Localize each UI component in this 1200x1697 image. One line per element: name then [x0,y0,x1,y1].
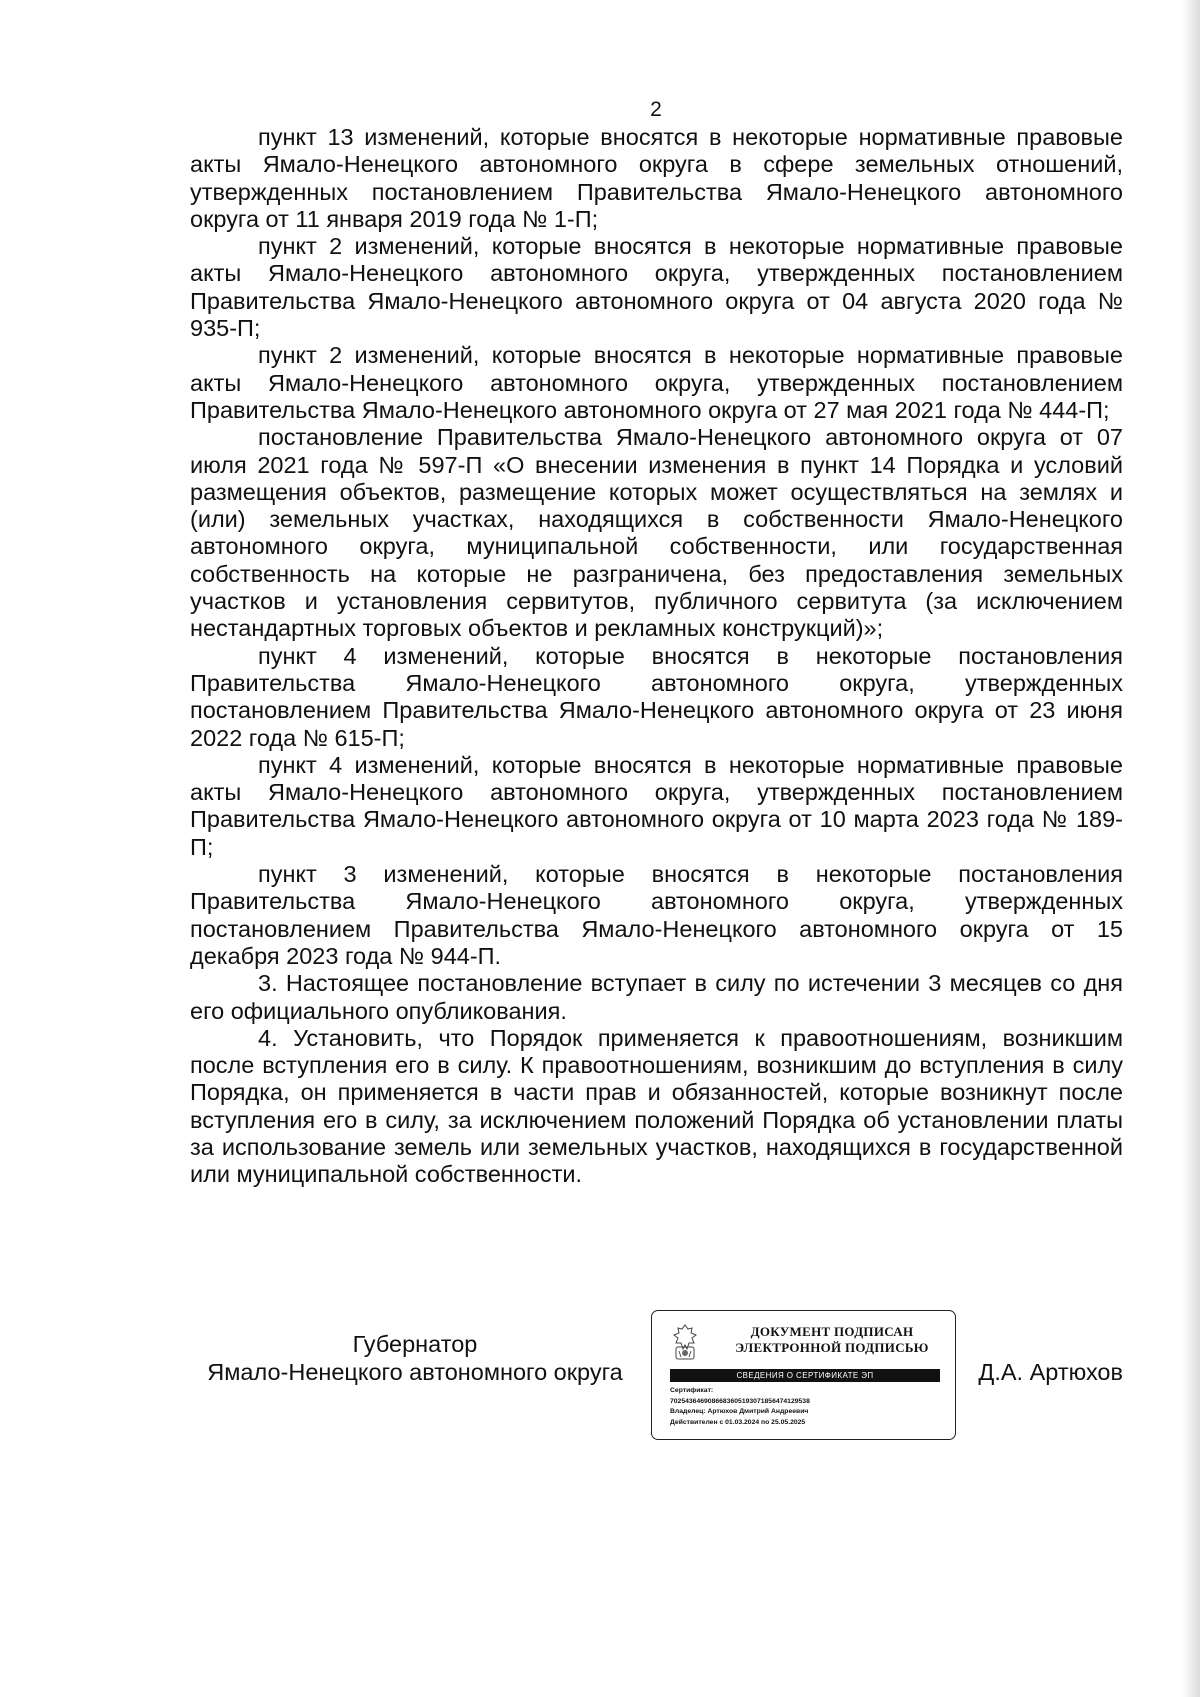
paragraph: пункт 2 изменений, которые вносятся в некоторые нормативные правовые акты Ямало-Ненецкого автономного округа, утвержденных постановлением Правительства Ямало-Ненецкого автономного округа от 27 мая 2021 года № 444-П; [190,342,1123,423]
certificate-validity: Действителен с 01.03.2024 по 25.05.2025 [670,1418,806,1426]
certificate-details [670,1386,945,1428]
certificate-number: 7025436469086683605193071856474129538 [670,1397,810,1405]
signatory-title-line1: Губернатор [352,1331,478,1357]
signatory-title-line2: Ямало-Ненецкого автономного округа [207,1359,623,1385]
coat-of-arms-icon [670,1323,700,1361]
paragraph: 3. Настоящее постановление вступает в силу по истечении 3 месяцев со дня его официального опубликования. [190,970,1123,1024]
document-body [190,124,1123,1189]
certificate-owner: Владелец: Артюхов Дмитрий Андреевич [670,1408,809,1415]
paragraph: постановление Правительства Ямало-Ненецкого автономного округа от 07 июля 2021 года № 597-П «О внесении изменения в пункт 14 Порядка и условий размещения объектов, размещение которых может осуществляться на землях и (или) земельных участках, находящихся в собственности Ямало-Ненецкого автономного округа, муниципальной собственности, или государственная собственность на которые не разграничена, без предоставления земельных участков и установления сервитутов, публичного сервитута (за исключением нестандартных торговых объектов и рекламных конструкций)»; [190,424,1123,642]
stamp-heading-line1: ДОКУМЕНТ ПОДПИСАН [750,1324,914,1339]
certificate-label: Сертификат: [670,1387,714,1394]
certificate-info-bar: СВЕДЕНИЯ О СЕРТИФИКАТЕ ЭП [670,1369,940,1382]
paragraph: пункт 13 изменений, которые вносятся в некоторые нормативные правовые акты Ямало-Ненецкого автономного округа в сфере земельных отношений, утвержденных постановлением Правительства Ямало-Ненецкого автономного округа от 11 января 2019 года № 1-П; [190,124,1123,232]
paragraph: пункт 3 изменений, которые вносятся в некоторые постановления Правительства Ямало-Ненецкого автономного округа, утвержденных постановлением Правительства Ямало-Ненецкого автономного округа от 15 декабря 2023 года № 944-П. [190,861,1123,969]
electronic-signature-stamp [651,1310,956,1440]
paragraph: пункт 4 изменений, которые вносятся в некоторые постановления Правительства Ямало-Ненецкого автономного округа, утвержденных постановлением Правительства Ямало-Ненецкого автономного округа от 23 июня 2022 года № 615-П; [190,642,1123,751]
stamp-heading-line2: ЭЛЕКТРОННОЙ ПОДПИСЬЮ [735,1340,929,1355]
paragraph: 4. Установить, что Порядок применяется к правоотношениям, возникшим после вступления его в силу. К правоотношениям, возникшим до вступления в силу Порядка, он применяется в части прав и обязанностей, которые возникнут после вступления его в силу, за исключением положений Порядка об установлении платы за использование земель или земельных участков, находящихся в государственной или муниципальной собственности. [190,1024,1123,1188]
signatory-name: Д.А. Артюхов [978,1359,1123,1385]
signatory-title [190,1330,640,1386]
signature-block [0,1310,1200,1450]
paragraph: пункт 4 изменений, которые вносятся в некоторые нормативные правовые акты Ямало-Ненецкого автономного округа, утвержденных постановлением Правительства Ямало-Ненецкого автономного округа от 10 марта 2023 года № 189-П; [190,751,1123,860]
page-number: 2 [650,98,662,121]
paragraph: пункт 2 изменений, которые вносятся в некоторые нормативные правовые акты Ямало-Ненецкого автономного округа, утвержденных постановлением Правительства Ямало-Ненецкого автономного округа от 04 августа 2020 года № 935-П; [190,233,1123,342]
stamp-heading [712,1324,952,1356]
